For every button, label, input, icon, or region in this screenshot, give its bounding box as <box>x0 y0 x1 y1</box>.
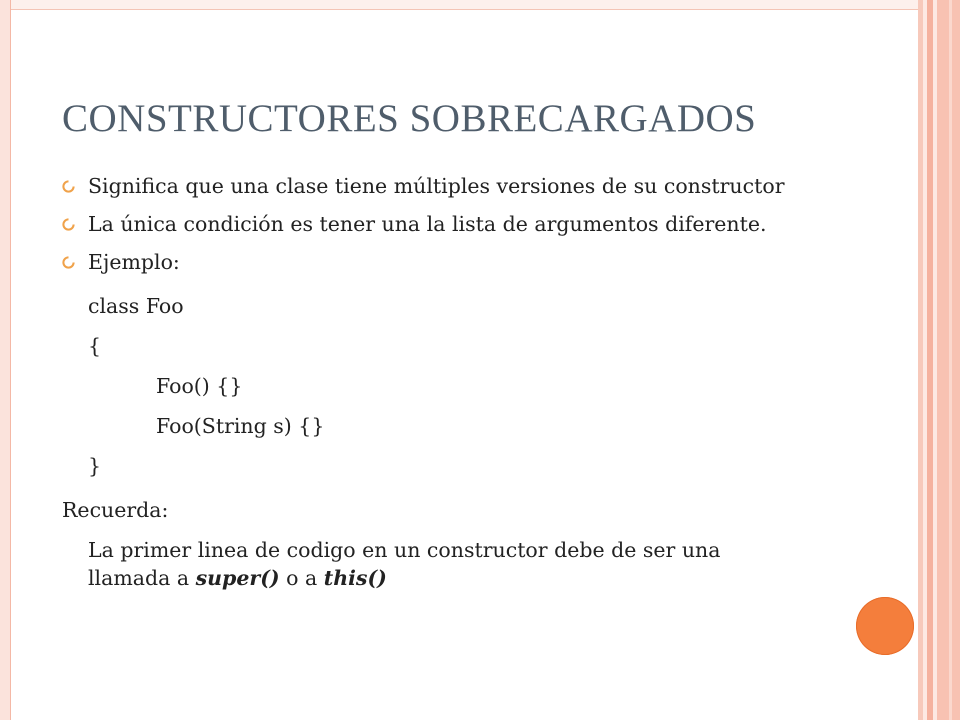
top-border <box>0 0 918 10</box>
bullet-item <box>62 210 862 238</box>
orange-circle-decoration <box>856 597 914 655</box>
slide-title: CONSTRUCTORES SOBRECARGADOS <box>62 97 757 140</box>
left-border <box>0 0 11 720</box>
recall-label: Recuerda: <box>62 498 169 522</box>
recall-text <box>62 536 798 592</box>
recall-section <box>62 496 862 592</box>
code-example <box>62 286 862 486</box>
this-call: this() <box>323 566 387 590</box>
recall-text-part: o a <box>279 566 324 590</box>
bullet-marker-icon <box>62 218 75 231</box>
bullet-list <box>62 172 862 276</box>
super-call: super() <box>195 566 280 590</box>
code-line: class Foo <box>88 294 184 318</box>
right-stripe <box>949 0 952 720</box>
bullet-item <box>62 248 862 276</box>
code-line: { <box>88 334 102 358</box>
code-line: Foo() {} <box>156 374 243 398</box>
bullet-text: Significa que una clase tiene múltiples versiones de su constructor <box>88 174 785 198</box>
recall-text-part: La primer linea de codigo en un constructor debe de ser una llamada a <box>88 538 721 590</box>
bullet-text: La única condición es tener una la lista de argumentos diferente. <box>88 212 767 236</box>
code-line: } <box>88 454 102 478</box>
bullet-marker-icon <box>62 256 75 269</box>
bullet-text: Ejemplo: <box>88 250 180 274</box>
bullet-item <box>62 172 862 200</box>
slide-body <box>62 172 862 592</box>
code-line: Foo(String s) {} <box>156 414 325 438</box>
bullet-marker-icon <box>62 180 75 193</box>
